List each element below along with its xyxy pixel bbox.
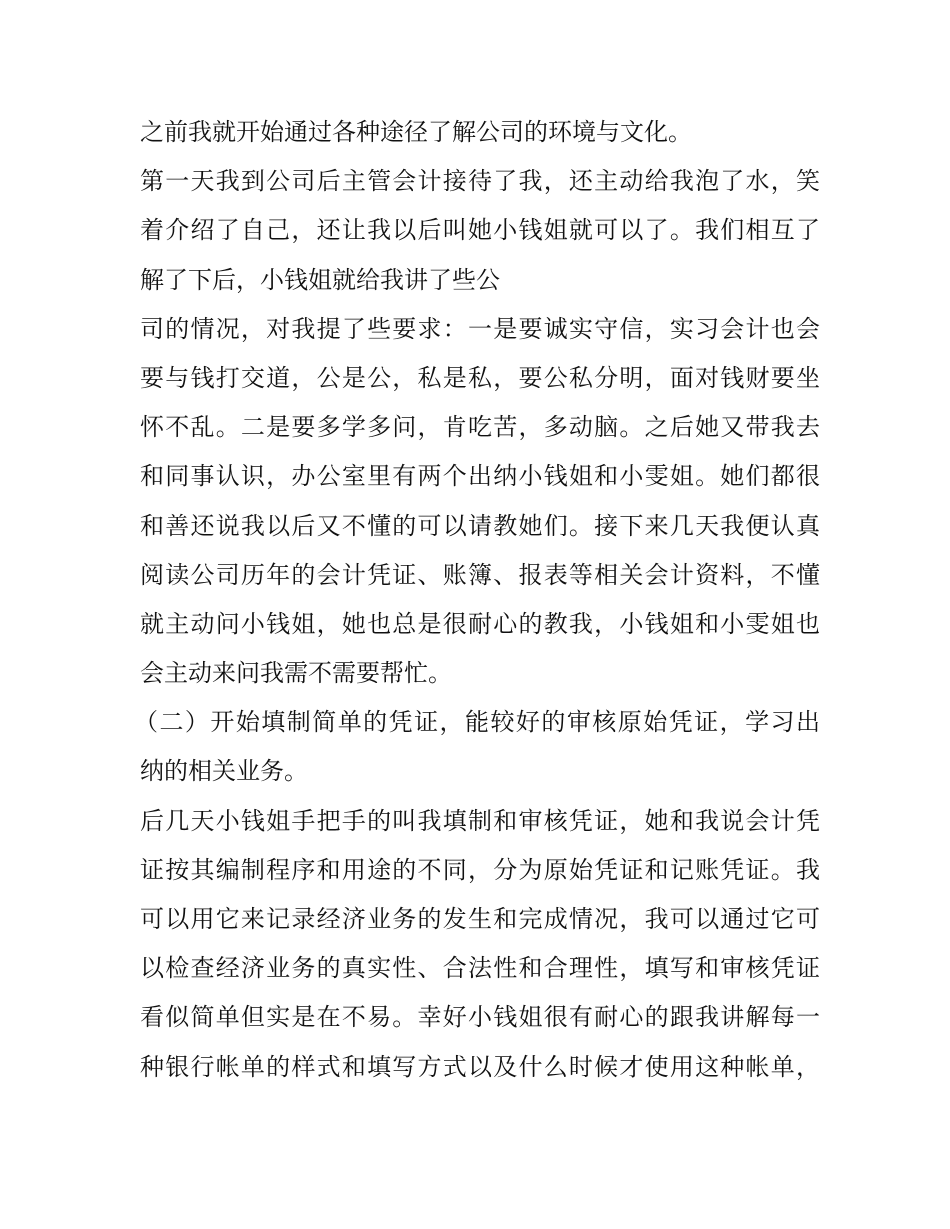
- text-line: 司的情况，对我提了些要求：一是要诚实守信，实习会计也会: [140, 314, 820, 343]
- text-line: 证按其编制程序和用途的不同，分为原始凭证和记账凭证。我: [140, 855, 820, 884]
- text-line: 之前我就开始通过各种途径了解公司的环境与文化。: [140, 118, 692, 146]
- text-line: 第一天我到公司后主管会计接待了我，还主动给我泡了水，笑: [140, 167, 820, 196]
- text-line: 阅读公司历年的会计凭证、账簿、报表等相关会计资料，不懂: [140, 560, 820, 589]
- text-line: 就主动问小钱姐，她也总是很耐心的教我，小钱姐和小雯姐也: [140, 609, 820, 638]
- text-line: 后几天小钱姐手把手的叫我填制和审核凭证，她和我说会计凭: [140, 806, 820, 835]
- text-line: 以检查经济业务的真实性、合法性和合理性，填写和审核凭证: [140, 954, 820, 983]
- text-line: 看似简单但实是在不易。幸好小钱姐很有耐心的跟我讲解每一: [140, 1003, 820, 1032]
- text-line: 和同事认识，办公室里有两个出纳小钱姐和小雯姐。她们都很: [140, 462, 820, 491]
- section-heading: （二）开始填制简单的凭证，能较好的审核原始凭证，学习出: [134, 708, 820, 737]
- text-line: 怀不乱。二是要多学多问，肯吃苦，多动脑。之后她又带我去: [140, 413, 820, 442]
- text-line: 种银行帐单的样式和填写方式以及什么时候才使用这种帐单，: [140, 1052, 820, 1081]
- text-line: 要与钱打交道，公是公，私是私，要公私分明，面对钱财要坐: [140, 363, 820, 392]
- text-line: 和善还说我以后又不懂的可以请教她们。接下来几天我便认真: [140, 511, 820, 540]
- body-text: [134, 108, 820, 1092]
- text-line: 会主动来问我需不需要帮忙。: [140, 659, 452, 688]
- section-heading-cont: 纳的相关业务。: [140, 757, 308, 786]
- text-line: 着介绍了自己，还让我以后叫她小钱姐就可以了。我们相互了: [140, 216, 820, 245]
- text-line: 可以用它来记录经济业务的发生和完成情况，我可以通过它可: [140, 905, 820, 933]
- text-line: 解了下后，小钱姐就给我讲了些公: [140, 265, 500, 294]
